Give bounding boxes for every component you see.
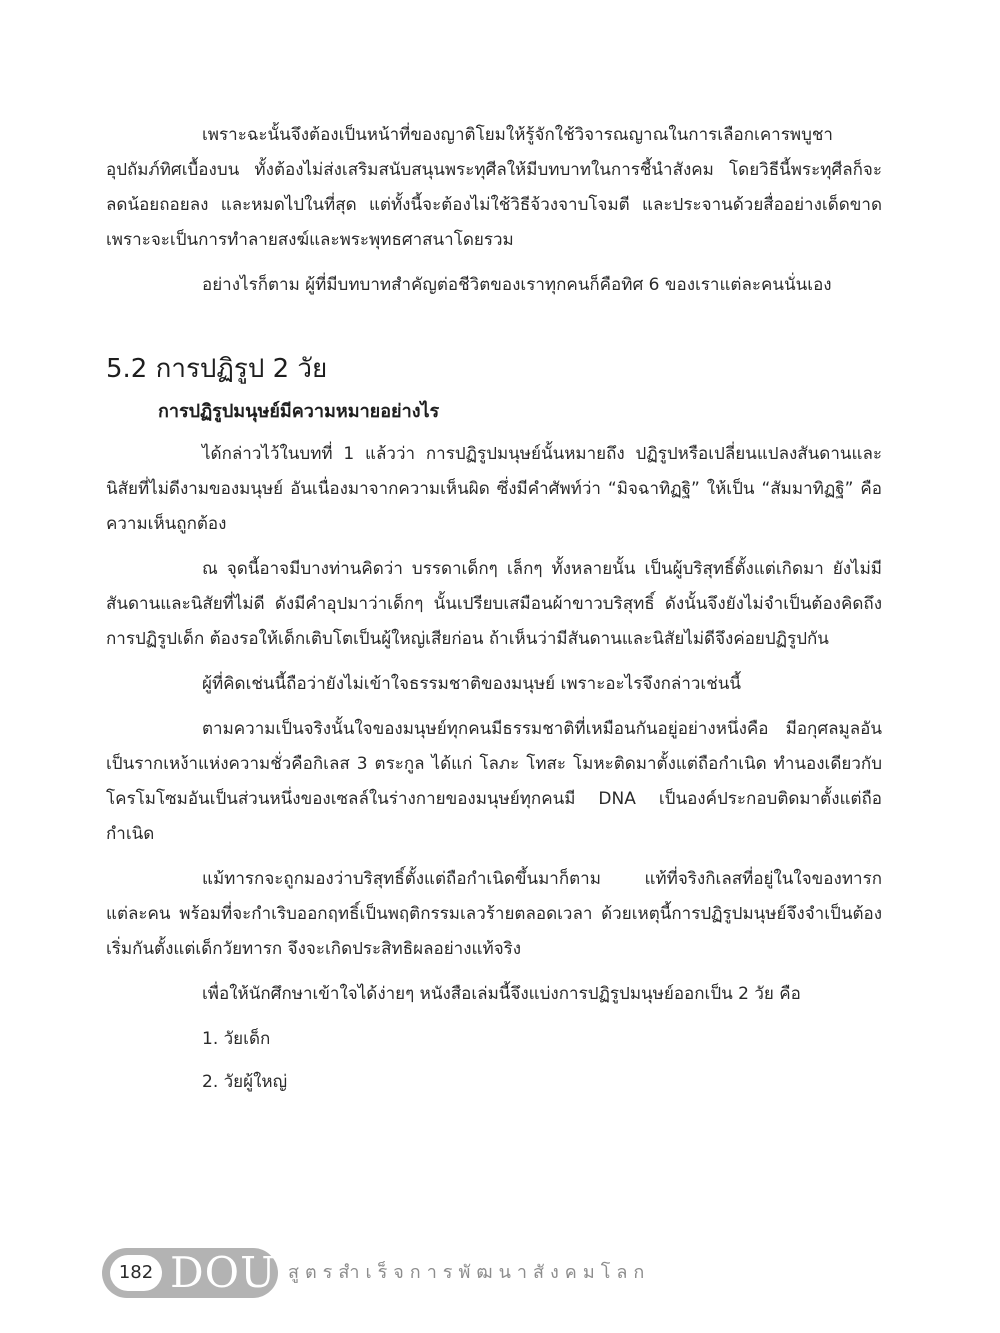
footer-badge bbox=[102, 1248, 278, 1298]
body-paragraph: อย่างไรก็ตาม ผู้ที่มีบทบาทสำคัญต่อชีวิตของเราทุกคนก็คือทิศ 6 ของเราแต่ละคนนั่นเอง bbox=[202, 275, 832, 295]
section-paragraph: ตามความเป็นจริงนั้นใจของมนุษย์ทุกคนมีธรรมชาติที่เหมือนกันอยู่อย่างหนึ่งคือ มีอกุศลมูลอันเป็นรากเหง้าแห่งความชั่วคือกิเลส 3 ตระกูล ได้แก่ โลภะ โทสะ โมหะติดมาตั้งแต่ถือกำเนิด ทำนองเดียวกับโครโมโซมอันเป็นส่วนหนึ่งของเซลล์ในร่างกายของมนุษย์ทุกคนมี DNA เป็นองค์ประกอบติดมาตั้งแต่ถือกำเนิด bbox=[106, 719, 882, 844]
section-paragraph: ได้กล่าวไว้ในบทที่ 1 แล้วว่า การปฏิรูปมนุษย์นั้นหมายถึง ปฏิรูปหรือเปลี่ยนแปลงสันดานและนิสัยที่ไม่ดีงามของมนุษย์ อันเนื่องมาจากความเห็นผิด ซึ่งมีคำศัพท์ว่า “มิจฉาทิฏฐิ” ให้เป็น “สัมมาทิฏฐิ” คือความเห็นถูกต้อง bbox=[106, 444, 882, 534]
page-content bbox=[106, 118, 882, 1108]
section-paragraph: ผู้ที่คิดเช่นนี้ถือว่ายังไม่เข้าใจธรรมชาติของมนุษย์ เพราะอะไรจึงกล่าวเช่นนี้ bbox=[202, 674, 742, 694]
section-subheading: การปฏิรูปมนุษย์มีความหมายอย่างไร bbox=[158, 401, 440, 422]
dou-logo: DOU bbox=[170, 1248, 277, 1297]
list-item: 1. วัยเด็ก bbox=[202, 1029, 271, 1049]
section-paragraph: ณ จุดนี้อาจมีบางท่านคิดว่า บรรดาเด็กๆ เล็กๆ ทั้งหลายนั้น เป็นผู้บริสุทธิ์ตั้งแต่เกิดมา ยังไม่มีสันดานและนิสัยที่ไม่ดี ดังมีคำอุปมาว่าเด็กๆ นั้นเปรียบเสมือนผ้าขาวบริสุทธิ์ ดังนั้นจึงยังไม่จำเป็นต้องคิดถึงการปฏิรูปเด็ก ต้องรอให้เด็กเติบโตเป็นผู้ใหญ่เสียก่อน ถ้าเห็นว่ามีสันดานและนิสัยไม่ดีจึงค่อยปฏิรูปกัน bbox=[106, 559, 882, 649]
list-item: 2. วัยผู้ใหญ่ bbox=[202, 1072, 288, 1092]
book-title: สูตรสำเร็จการพัฒนาสังคมโลก bbox=[288, 1262, 651, 1283]
page-footer bbox=[102, 1248, 882, 1300]
section-title: 5.2 การปฏิรูป 2 วัย bbox=[106, 354, 328, 384]
section-paragraph: เพื่อให้นักศึกษาเข้าใจได้ง่ายๆ หนังสือเล่มนี้จึงแบ่งการปฏิรูปมนุษย์ออกเป็น 2 วัย คือ bbox=[202, 984, 801, 1004]
section-paragraph: แม้ทารกจะถูกมองว่าบริสุทธิ์ตั้งแต่ถือกำเนิดขึ้นมาก็ตาม แท้ที่จริงกิเลสที่อยู่ในใจของทารกแต่ละคน พร้อมที่จะกำเริบออกฤทธิ์เป็นพฤติกรรมเลวร้ายตลอดเวลา ด้วยเหตุนี้การปฏิรูปมนุษย์จึงจำเป็นต้องเริ่มกันตั้งแต่เด็กวัยทารก จึงจะเกิดประสิทธิผลอย่างแท้จริง bbox=[106, 869, 882, 959]
body-paragraph: เพราะฉะนั้นจึงต้องเป็นหน้าที่ของญาติโยมให้รู้จักใช้วิจารณญาณในการเลือกเคารพบูชาอุปถัมภ์ทิศเบื้องบน ทั้งต้องไม่ส่งเสริมสนับสนุนพระทุศีลให้มีบทบาทในการชี้นำสังคม โดยวิธีนี้พระทุศีลก็จะลดน้อยถอยลง และหมดไปในที่สุด แต่ทั้งนี้จะต้องไม่ใช้วิธีจ้วงจาบโจมตี และประจานด้วยสื่ออย่างเด็ดขาด เพราะจะเป็นการทำลายสงฆ์และพระพุทธศาสนาโดยรวม bbox=[106, 125, 882, 250]
page-number: 182 bbox=[110, 1255, 162, 1291]
